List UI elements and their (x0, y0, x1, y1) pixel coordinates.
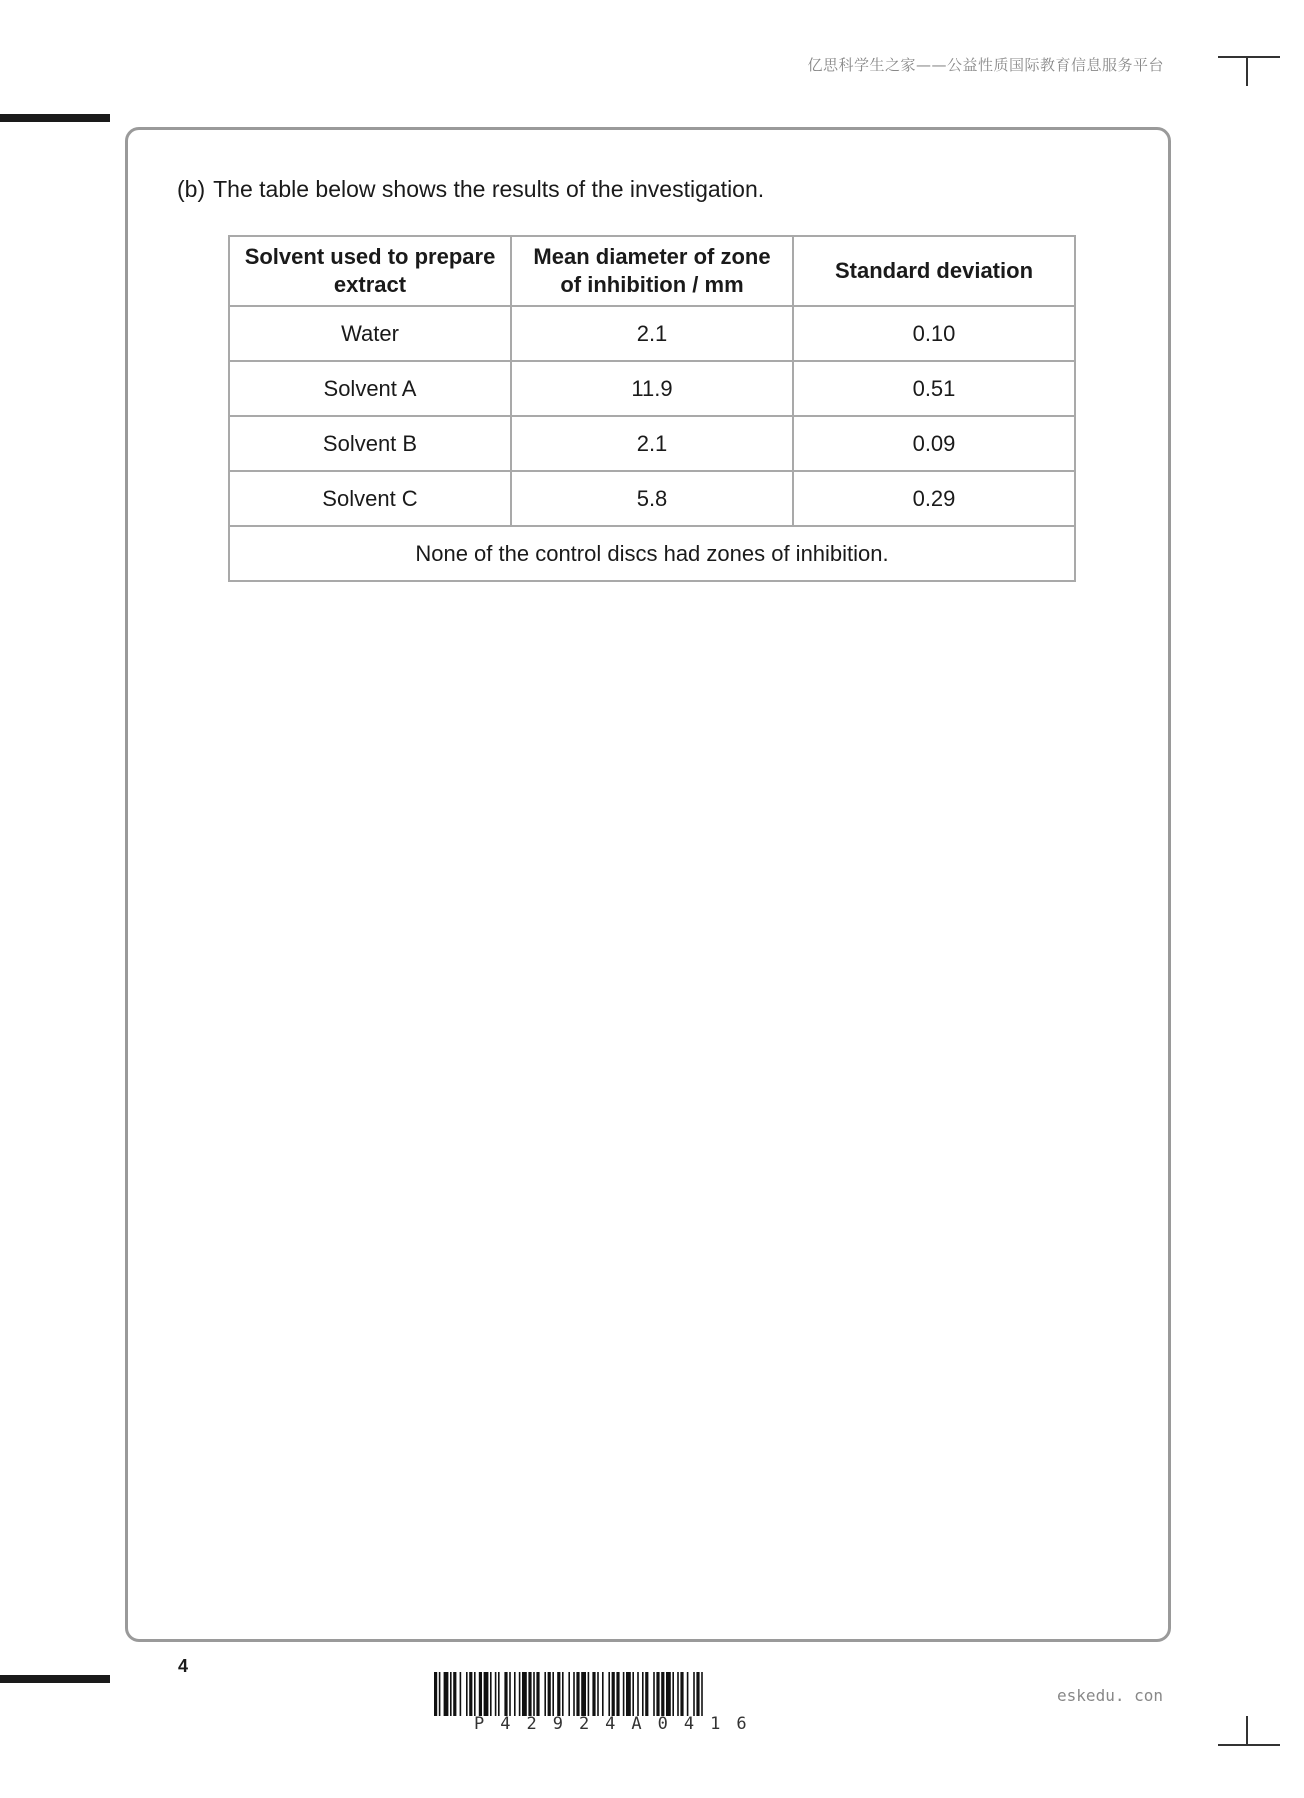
table-note-row (229, 526, 1075, 581)
cell-mean-diameter: 2.1 (511, 306, 793, 361)
table-row (229, 416, 1075, 471)
edge-bar-top (0, 114, 110, 122)
page-number: 4 (178, 1656, 189, 1676)
table-row (229, 471, 1075, 526)
column-header-standard-deviation: Standard deviation (793, 236, 1075, 306)
column-header-solvent: Solvent used to prepare extract (229, 236, 511, 306)
site-label: eskedu. con (1057, 1686, 1163, 1705)
cell-solvent: Solvent A (229, 361, 511, 416)
cell-solvent: Solvent B (229, 416, 511, 471)
table-row (229, 361, 1075, 416)
crop-mark-bottom-right (1218, 1744, 1280, 1746)
cell-standard-deviation: 0.09 (793, 416, 1075, 471)
cell-mean-diameter: 11.9 (511, 361, 793, 416)
cell-mean-diameter: 5.8 (511, 471, 793, 526)
results-table (228, 235, 1076, 582)
cell-solvent: Water (229, 306, 511, 361)
barcode (434, 1672, 870, 1716)
question-part-label: (b) (177, 176, 206, 202)
crop-mark-top-right-vertical (1246, 56, 1248, 86)
edge-bar-bottom (0, 1675, 110, 1683)
crop-mark-bottom-right-vertical (1246, 1716, 1248, 1746)
cell-standard-deviation: 0.10 (793, 306, 1075, 361)
table-row (229, 306, 1075, 361)
column-header-mean-diameter: Mean diameter of zone of inhibition / mm (511, 236, 793, 306)
cell-solvent: Solvent C (229, 471, 511, 526)
cell-standard-deviation: 0.51 (793, 361, 1075, 416)
question-intro (177, 176, 764, 203)
header-watermark: 亿思科学生之家——公益性质国际教育信息服务平台 (807, 56, 1164, 74)
cell-standard-deviation: 0.29 (793, 471, 1075, 526)
barcode-text: P42924A0416 (474, 1714, 763, 1734)
table-note: None of the control discs had zones of inhibition. (229, 526, 1075, 581)
table-header-row (229, 236, 1075, 306)
question-text: The table below shows the results of the investigation. (213, 176, 765, 202)
crop-mark-top-right (1218, 56, 1280, 58)
cell-mean-diameter: 2.1 (511, 416, 793, 471)
